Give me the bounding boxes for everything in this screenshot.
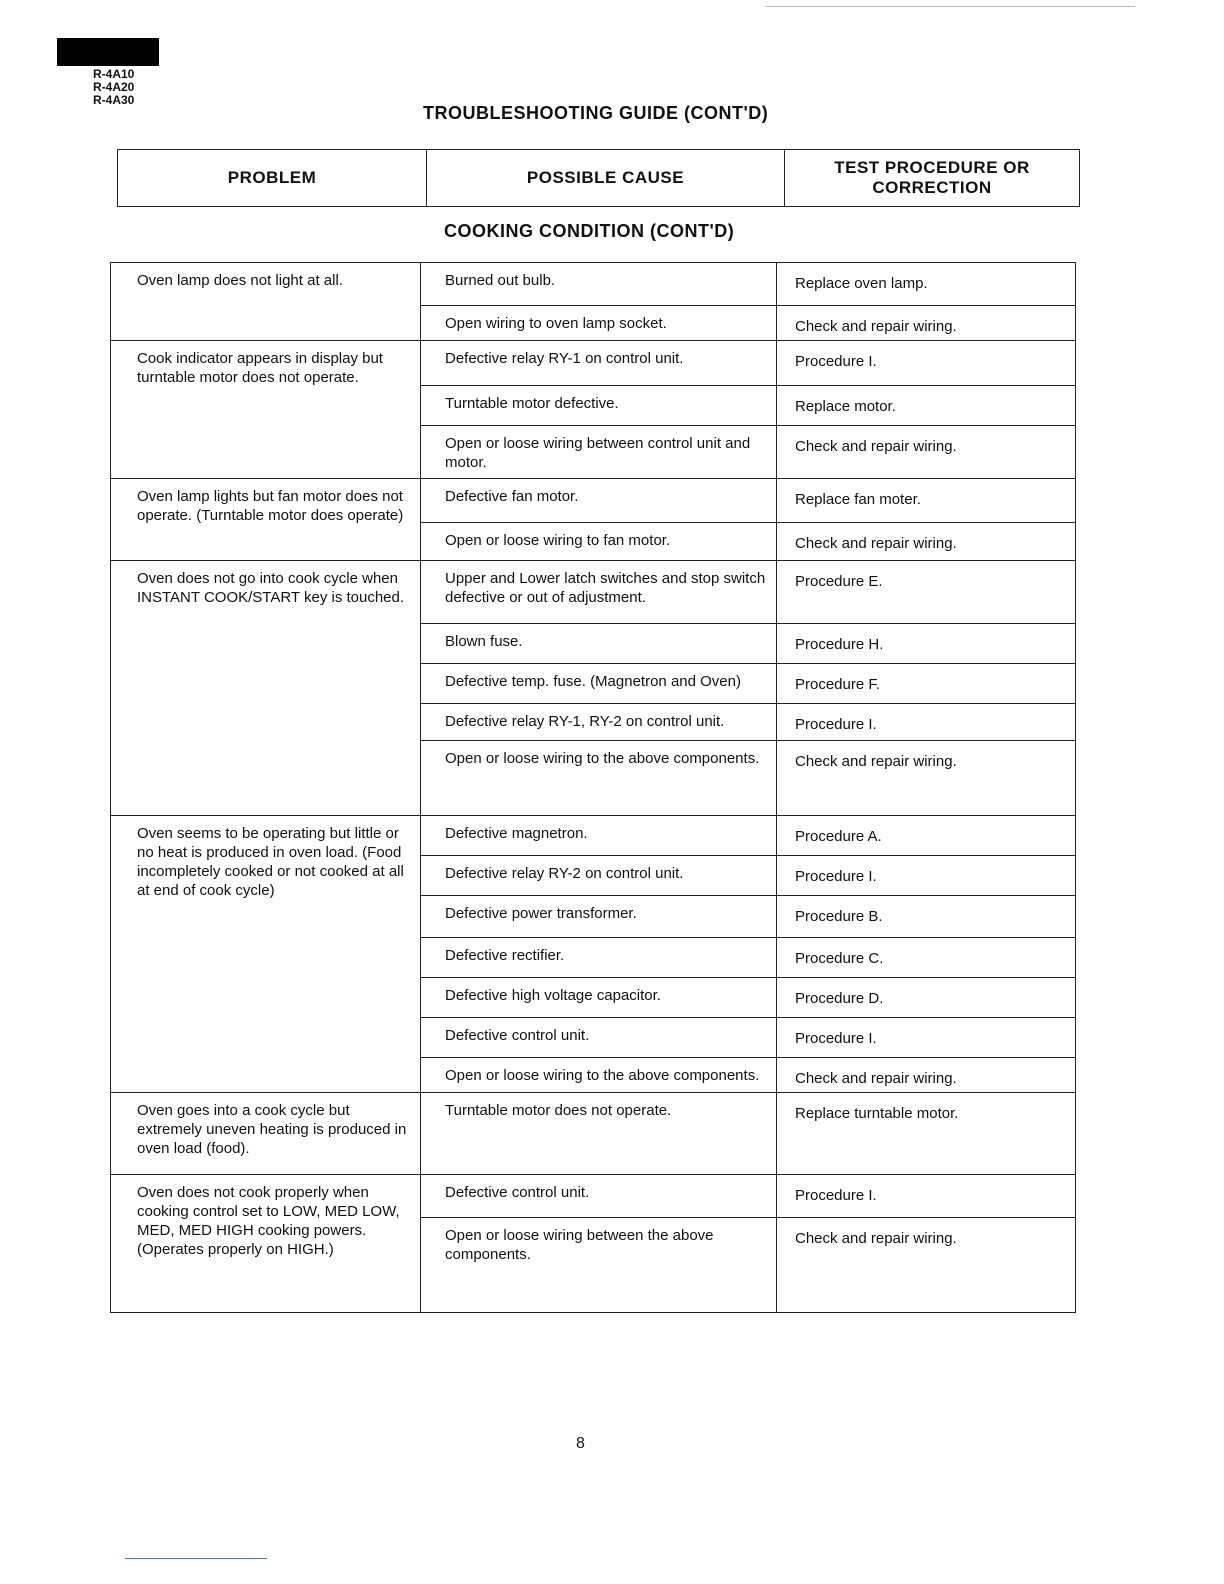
correction-cell: Check and repair wiring. xyxy=(777,741,1076,816)
correction-cell: Procedure I. xyxy=(777,856,1076,896)
page-number: 8 xyxy=(576,1435,585,1452)
correction-cell: Replace oven lamp. xyxy=(777,263,1076,306)
cause-cell: Defective control unit. xyxy=(421,1175,777,1218)
cause-cell: Upper and Lower latch switches and stop switch defective or out of adjustment. xyxy=(421,561,777,624)
correction-cell: Procedure I. xyxy=(777,1018,1076,1058)
correction-cell: Procedure I. xyxy=(777,341,1076,386)
cause-cell: Defective control unit. xyxy=(421,1018,777,1058)
correction-cell: Procedure A. xyxy=(777,816,1076,856)
header-test-procedure: TEST PROCEDURE OR CORRECTION xyxy=(785,150,1080,207)
table-row xyxy=(111,263,1076,306)
correction-cell: Procedure E. xyxy=(777,561,1076,624)
table-row xyxy=(111,1175,1076,1218)
cause-cell: Turntable motor defective. xyxy=(421,386,777,426)
correction-cell: Replace motor. xyxy=(777,386,1076,426)
cause-cell: Open or loose wiring between control unit and motor. xyxy=(421,426,777,479)
troubleshooting-table xyxy=(110,262,1076,1313)
model-number: R-4A20 xyxy=(93,80,135,94)
cause-cell: Defective fan motor. xyxy=(421,479,777,523)
cause-cell: Defective magnetron. xyxy=(421,816,777,856)
cause-cell: Defective relay RY-1, RY-2 on control unit. xyxy=(421,704,777,741)
problem-cell: Oven lamp does not light at all. xyxy=(111,263,421,341)
header-problem: PROBLEM xyxy=(118,150,427,207)
table-row xyxy=(111,479,1076,523)
page-title: TROUBLESHOOTING GUIDE (CONT'D) xyxy=(423,103,769,123)
correction-cell: Procedure I. xyxy=(777,1175,1076,1218)
header-possible-cause: POSSIBLE CAUSE xyxy=(427,150,785,207)
correction-cell: Check and repair wiring. xyxy=(777,1058,1076,1093)
table-row xyxy=(111,816,1076,856)
cause-cell: Open wiring to oven lamp socket. xyxy=(421,306,777,341)
table-row xyxy=(111,341,1076,386)
cause-cell: Defective power transformer. xyxy=(421,896,777,938)
model-number: R-4A30 xyxy=(93,93,135,107)
table-row xyxy=(111,561,1076,624)
correction-cell: Procedure I. xyxy=(777,704,1076,741)
cause-cell: Defective relay RY-1 on control unit. xyxy=(421,341,777,386)
correction-cell: Procedure H. xyxy=(777,624,1076,664)
correction-cell: Check and repair wiring. xyxy=(777,1218,1076,1313)
cause-cell: Defective temp. fuse. (Magnetron and Oven) xyxy=(421,664,777,704)
correction-cell: Procedure F. xyxy=(777,664,1076,704)
problem-cell: Oven seems to be operating but little or no heat is produced in oven load. (Food incompletely cooked or not cooked at all at end of cook cycle) xyxy=(111,816,421,1093)
correction-cell: Procedure B. xyxy=(777,896,1076,938)
cause-cell: Blown fuse. xyxy=(421,624,777,664)
section-title: COOKING CONDITION (CONT'D) xyxy=(444,221,735,241)
problem-cell: Oven goes into a cook cycle but extremely uneven heating is produced in oven load (food). xyxy=(111,1093,421,1175)
cause-cell: Defective rectifier. xyxy=(421,938,777,978)
footer-line xyxy=(125,1558,267,1559)
correction-cell: Check and repair wiring. xyxy=(777,523,1076,561)
correction-cell: Check and repair wiring. xyxy=(777,306,1076,341)
model-number: R-4A10 xyxy=(93,67,135,81)
correction-cell: Check and repair wiring. xyxy=(777,426,1076,479)
correction-cell: Replace turntable motor. xyxy=(777,1093,1076,1175)
cause-cell: Open or loose wiring to the above components. xyxy=(421,741,777,816)
column-header-table xyxy=(117,149,1080,207)
cause-cell: Turntable motor does not operate. xyxy=(421,1093,777,1175)
model-list xyxy=(93,68,134,107)
correction-cell: Procedure D. xyxy=(777,978,1076,1018)
cause-cell: Burned out bulb. xyxy=(421,263,777,306)
problem-cell: Cook indicator appears in display but turntable motor does not operate. xyxy=(111,341,421,479)
correction-cell: Replace fan moter. xyxy=(777,479,1076,523)
table-row xyxy=(111,1093,1076,1175)
cause-cell: Open or loose wiring to the above components. xyxy=(421,1058,777,1093)
correction-cell: Procedure C. xyxy=(777,938,1076,978)
cause-cell: Open or loose wiring to fan motor. xyxy=(421,523,777,561)
problem-cell: Oven does not go into cook cycle when INSTANT COOK/START key is touched. xyxy=(111,561,421,816)
cause-cell: Open or loose wiring between the above components. xyxy=(421,1218,777,1313)
cause-cell: Defective high voltage capacitor. xyxy=(421,978,777,1018)
problem-cell: Oven does not cook properly when cooking control set to LOW, MED LOW, MED, MED HIGH cooking powers. (Operates properly on HIGH.) xyxy=(111,1175,421,1313)
scan-artifact-line xyxy=(765,6,1135,7)
cause-cell: Defective relay RY-2 on control unit. xyxy=(421,856,777,896)
problem-cell: Oven lamp lights but fan motor does not operate. (Turntable motor does operate) xyxy=(111,479,421,561)
redacted-bar xyxy=(57,38,159,66)
